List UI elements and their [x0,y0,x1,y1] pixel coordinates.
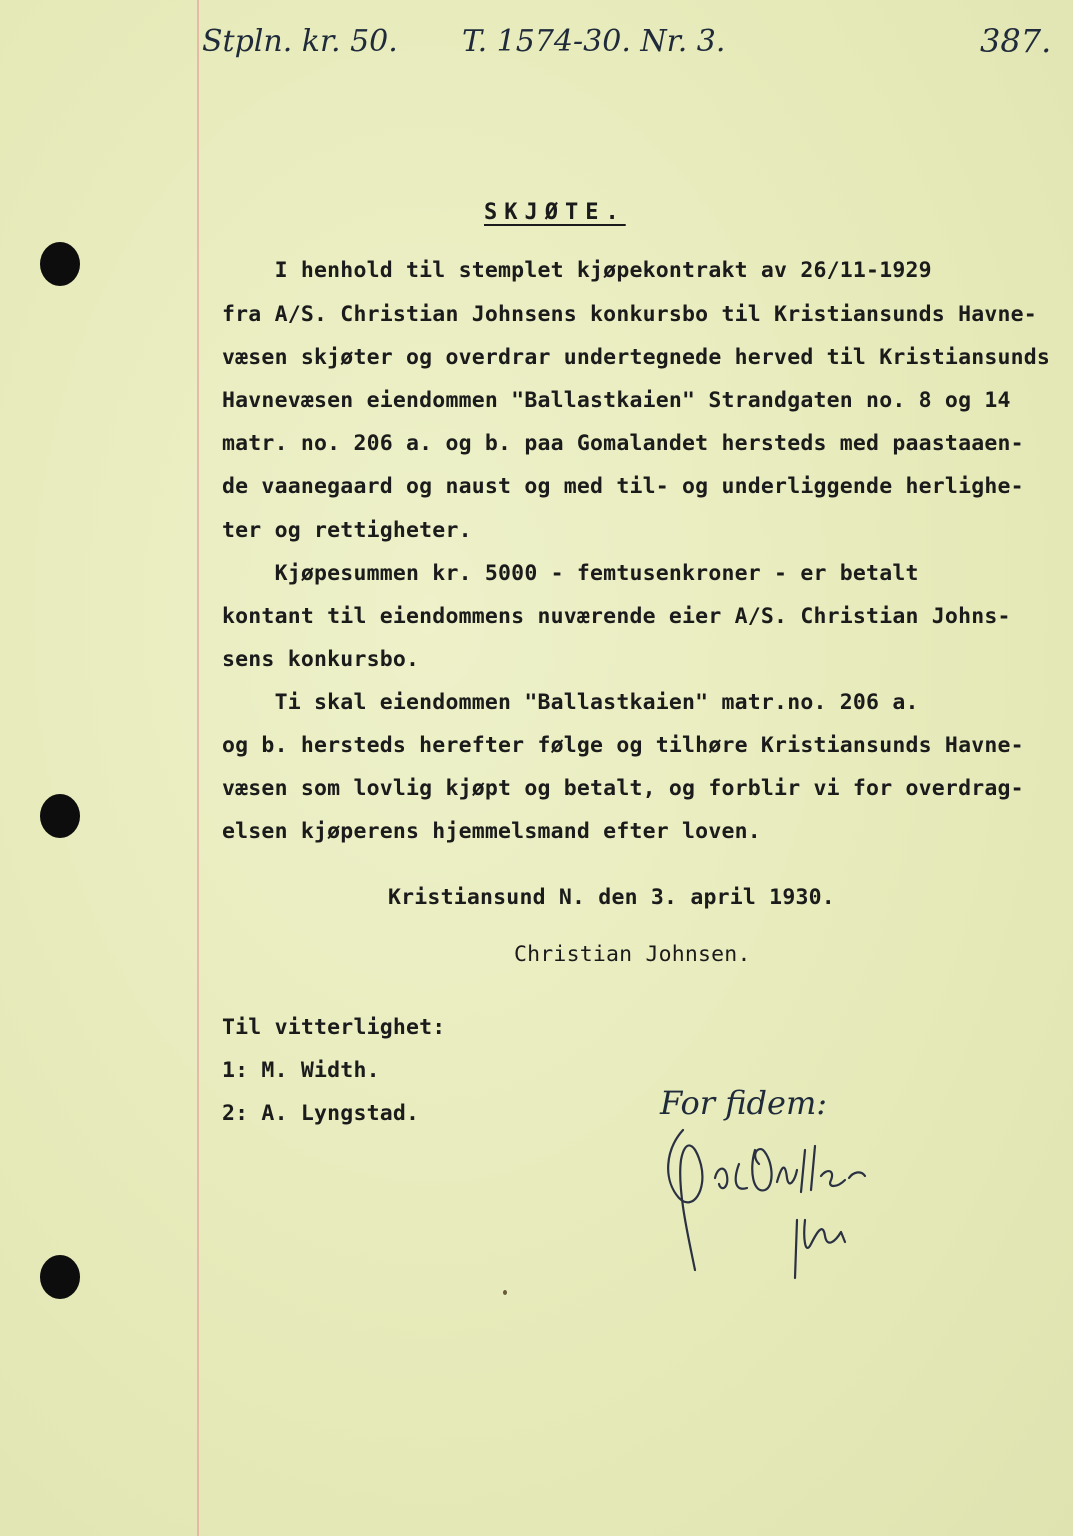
body-line: elsen kjøperens hjemmelsmand efter loven. [222,819,761,844]
body-line: I henhold til stemplet kjøpekontrakt av 26/11-1929 [222,258,932,283]
body-line: Havnevæsen eiendommen "Ballastkaien" Strandgaten no. 8 og 14 [222,388,1011,413]
page-number: 387. [980,22,1052,60]
body-line: sens konkursbo. [222,647,420,672]
place-date: Kristiansund N. den 3. april 1930. [388,885,835,910]
witness-item: 2: A. Lyngstad. [222,1101,420,1126]
body-line: de vaanegaard og naust og med til- og underliggende herlighe- [222,474,1024,499]
punch-hole-middle [40,794,80,838]
seller-name: Christian Johnsen. [514,942,751,967]
document-title: SKJØTE. [484,200,626,225]
body-line: Kjøpesummen kr. 5000 - femtusenkroner - er betalt [222,561,919,586]
punch-hole-bottom [40,1255,80,1299]
handwritten-signature [655,1120,895,1290]
margin-line [197,0,199,1536]
stamp-fee-note: Stpln. kr. 50. [202,24,398,59]
body-line: kontant til eiendommens nuværende eier A/S. Christian Johns- [222,604,1011,629]
reference-note: T. 1574-30. Nr. 3. [462,24,726,59]
punch-hole-top [40,242,80,286]
witness-item: 1: M. Width. [222,1058,380,1083]
paper-speck [503,1290,507,1295]
body-line: Ti skal eiendommen "Ballastkaien" matr.no. 206 a. [222,690,919,715]
for-fidem-note: For fidem: [660,1084,828,1122]
body-line: matr. no. 206 a. og b. paa Gomalandet hersteds med paastaaen- [222,431,1024,456]
body-line: ter og rettigheter. [222,518,472,543]
body-line: fra A/S. Christian Johnsens konkursbo til Kristiansunds Havne- [222,302,1037,327]
body-line: og b. hersteds herefter følge og tilhøre Kristiansunds Havne- [222,733,1024,758]
body-line: væsen skjøter og overdrar undertegnede herved til Kristiansunds [222,345,1051,370]
body-line: væsen som lovlig kjøpt og betalt, og forblir vi for overdrag- [222,776,1024,801]
witness-heading: Til vitterlighet: [222,1015,446,1040]
